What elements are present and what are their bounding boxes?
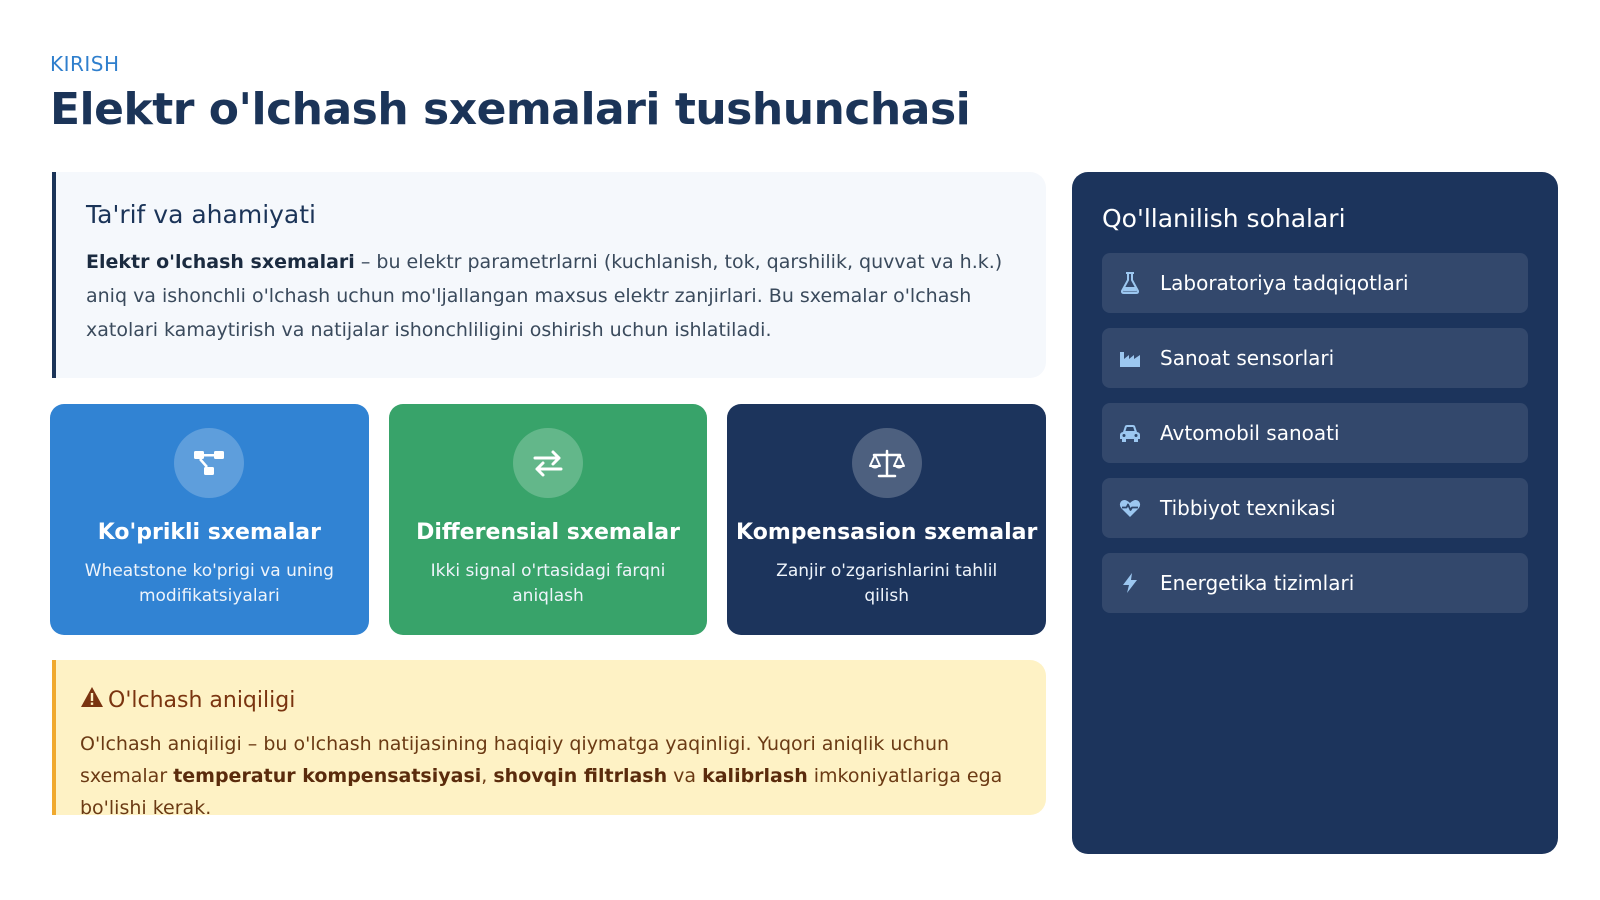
application-label: Sanoat sensorlari — [1160, 346, 1335, 370]
accuracy-text-part: va — [667, 765, 703, 787]
card-title: Ko'prikli sxemalar — [97, 520, 321, 545]
definition-box — [52, 172, 1046, 378]
bolt-icon — [1118, 571, 1142, 595]
card-title: Kompensasion sxemalar — [736, 520, 1038, 545]
card-title: Differensial sxemalar — [416, 520, 680, 545]
definition-term: Elektr o'lchash sxemalari — [86, 251, 355, 273]
applications-panel — [1072, 172, 1558, 854]
accuracy-key-term: kalibrlash — [702, 765, 808, 787]
accuracy-note — [52, 660, 1046, 819]
car-icon — [1118, 421, 1142, 445]
accuracy-key-term: shovqin filtrlash — [493, 765, 668, 787]
scheme-cards — [50, 404, 1046, 635]
page-title: Elektr o'lchash sxemalari tushunchasi — [50, 84, 971, 135]
definition-text — [86, 245, 1016, 347]
exchange-arrows-icon — [513, 428, 583, 498]
balance-scale-icon — [852, 428, 922, 498]
application-item-medical — [1102, 478, 1528, 538]
card-compensation-schemes — [727, 404, 1046, 635]
industry-icon — [1118, 346, 1142, 370]
card-description: Ikki signal o'rtasidagi farqni aniqlash — [430, 561, 666, 606]
application-label: Energetika tizimlari — [1160, 571, 1355, 595]
application-item-industry — [1102, 328, 1528, 388]
warning-icon — [80, 686, 104, 714]
applications-heading: Qo'llanilish sohalari — [1102, 204, 1346, 233]
application-label: Tibbiyot texnikasi — [1160, 496, 1336, 520]
accuracy-text-part: , — [481, 765, 494, 787]
card-differential-schemes — [389, 404, 708, 635]
section-eyebrow: KIRISH — [50, 52, 120, 76]
card-description: Zanjir o'zgarishlarini tahlil qilish — [776, 561, 998, 606]
accuracy-heading-row — [80, 686, 1020, 714]
application-label: Laboratoriya tadqiqotlari — [1160, 271, 1409, 295]
diagram-icon — [174, 428, 244, 498]
application-item-energy — [1102, 553, 1528, 613]
accuracy-key-term: temperatur kompensatsiyasi — [173, 765, 482, 787]
definition-body: – bu elektr parametrlarni (kuchlanish, tok, qarshilik, quvvat va h.k.) aniq va ishonchli o'lchash uchun mo'ljallangan maxsus elektr zanjirlari. Bu sxemalar o'lchash xatolari kamaytirish va natijalar ishonchliligini oshirish uchun ishlatiladi. — [86, 251, 1003, 341]
card-description: Wheatstone ko'prigi va uning modifikatsiyalari — [84, 561, 334, 606]
accuracy-text — [80, 728, 1020, 824]
application-label: Avtomobil sanoati — [1160, 421, 1340, 445]
card-bridge-schemes — [50, 404, 369, 635]
accuracy-heading: O'lchash aniqiligi — [108, 687, 296, 713]
application-item-automotive — [1102, 403, 1528, 463]
accuracy-text-part: imkoniyatlariga ega bo'lishi kerak. — [80, 765, 1003, 819]
heartbeat-icon — [1118, 496, 1142, 520]
flask-icon — [1118, 271, 1142, 295]
accuracy-text-part: O'lchash aniqiligi – bu o'lchash natijasining haqiqiy qiymatga yaqinligi. Yuqori aniqlik uchun sxemalar — [80, 733, 950, 787]
application-item-laboratory — [1102, 253, 1528, 313]
definition-heading: Ta'rif va ahamiyati — [86, 200, 317, 229]
